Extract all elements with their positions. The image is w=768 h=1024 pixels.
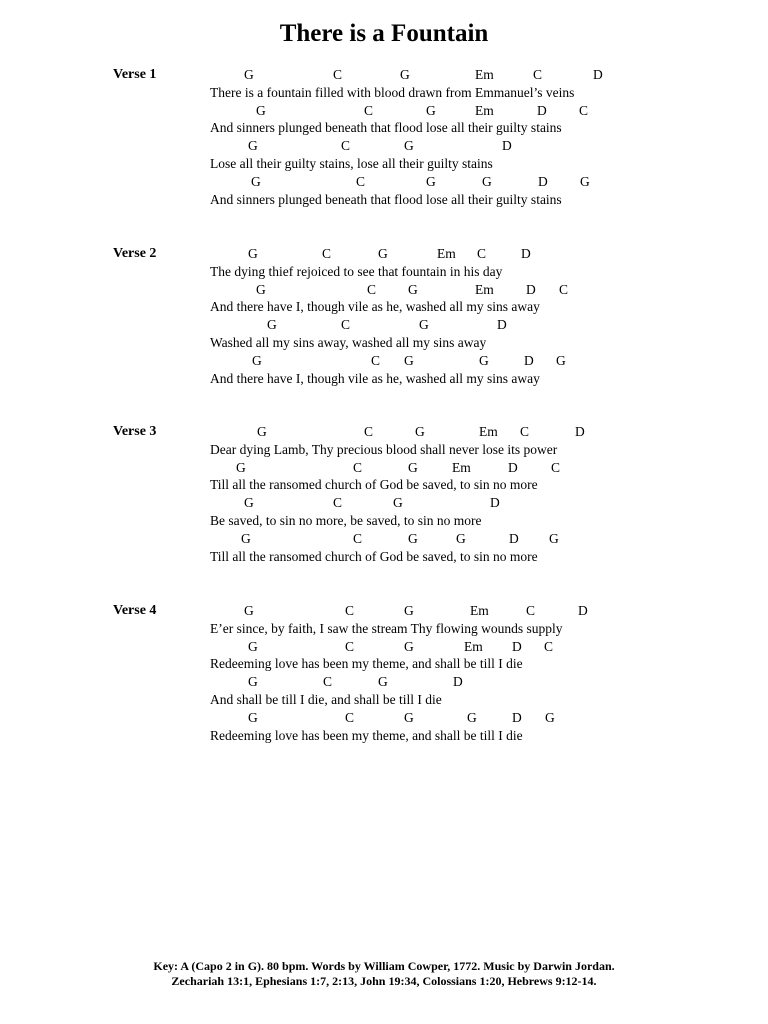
chord: G	[404, 638, 414, 654]
lyric-line: And shall be till I die, and shall be till I die	[210, 691, 442, 707]
chord: C	[341, 138, 351, 154]
chord-lyric-pair	[0, 530, 768, 566]
song-title: There is a Fountain	[279, 20, 489, 47]
chord: D	[512, 638, 522, 654]
chord-row	[0, 102, 768, 120]
chord: G	[248, 246, 258, 261]
chord-row	[0, 530, 768, 548]
chord: G	[256, 281, 266, 297]
lyric-line: Lose all their guilty stains, lose all their guilty stains	[210, 155, 493, 171]
verse-label: Verse 4	[113, 603, 157, 618]
lyric-line: And there have I, though vile as he, washed all my sins away	[210, 370, 540, 386]
chord: G	[415, 424, 425, 439]
chord: C	[333, 67, 343, 82]
chord: Em	[475, 102, 494, 118]
chord: Em	[475, 67, 494, 82]
verse-2	[0, 245, 768, 388]
chord-lyric-pair	[0, 66, 768, 102]
chord: C	[559, 281, 569, 297]
chord: D	[509, 531, 519, 547]
chord: C	[333, 495, 343, 511]
chord: G	[267, 317, 277, 333]
chord: Em	[479, 424, 498, 439]
chord: D	[521, 246, 531, 261]
chord: D	[593, 67, 603, 82]
chord: C	[533, 67, 543, 82]
chord: C	[364, 424, 374, 439]
chord: C	[322, 246, 332, 261]
chord-lyric-pair	[0, 102, 768, 138]
chord: C	[526, 603, 536, 618]
lyric-line: The dying thief rejoiced to see that fountain in his day	[210, 263, 503, 279]
chord: Em	[470, 603, 489, 618]
chord: G	[378, 246, 388, 261]
chord-row	[0, 66, 768, 84]
chord-row	[0, 673, 768, 691]
chord: Em	[475, 281, 494, 297]
chord-row	[0, 602, 768, 620]
chord-lyric-pair	[0, 673, 768, 709]
chord-lyric-pair	[0, 494, 768, 530]
chord: G	[393, 495, 403, 511]
chord: D	[537, 102, 547, 118]
chord: G	[580, 174, 590, 190]
chord: Em	[464, 638, 483, 654]
lyric-line: E’er since, by faith, I saw the stream Thy flowing wounds supply	[210, 620, 563, 636]
chord: G	[408, 531, 418, 547]
verse-label: Verse 3	[113, 424, 157, 439]
chord: C	[477, 246, 487, 261]
chord: D	[512, 710, 522, 726]
chord-row	[0, 316, 768, 334]
verse-label: Verse 2	[113, 246, 157, 261]
chord: G	[236, 459, 246, 475]
chord: D	[453, 674, 463, 690]
lyric-line: Till all the ransomed church of God be saved, to sin no more	[210, 548, 538, 564]
chord: C	[371, 353, 381, 369]
chord-row	[0, 137, 768, 155]
chord: G	[248, 674, 258, 690]
chord: C	[323, 674, 333, 690]
verse-1	[0, 66, 768, 209]
lyric-line: And sinners plunged beneath that flood lose all their guilty stains	[210, 120, 562, 136]
chord-lyric-pair	[0, 316, 768, 352]
chord: C	[345, 638, 355, 654]
chord: G	[419, 317, 429, 333]
chord: C	[353, 459, 363, 475]
lyric-line: Redeeming love has been my theme, and shall be till I die	[210, 727, 523, 743]
chord: G	[426, 174, 436, 190]
chord: G	[479, 353, 489, 369]
chord: C	[356, 174, 366, 190]
chord: G	[251, 174, 261, 190]
chord: G	[241, 531, 251, 547]
chord-row	[0, 494, 768, 512]
chord: D	[538, 174, 548, 190]
chord: D	[508, 459, 518, 475]
chord: G	[248, 710, 258, 726]
chord: G	[549, 531, 559, 547]
chord: C	[544, 638, 554, 654]
chord: D	[526, 281, 536, 297]
chord: D	[575, 424, 585, 439]
chord: C	[345, 710, 355, 726]
chord: Em	[437, 246, 456, 261]
chord: G	[482, 174, 492, 190]
chord-lyric-pair	[0, 137, 768, 173]
chord-row	[0, 459, 768, 477]
chord: C	[341, 317, 351, 333]
chord: G	[404, 603, 414, 618]
footer	[0, 959, 768, 989]
chord: G	[408, 459, 418, 475]
chord: G	[400, 67, 410, 82]
chord: G	[456, 531, 466, 547]
chord: G	[545, 710, 555, 726]
chord: G	[248, 138, 258, 154]
lyric-line: Redeeming love has been my theme, and shall be till I die	[210, 656, 523, 672]
chord-row	[0, 638, 768, 656]
chord: D	[490, 495, 500, 511]
chord: C	[520, 424, 530, 439]
chord: Em	[452, 459, 471, 475]
lyric-line: Dear dying Lamb, Thy precious blood shall never lose its power	[210, 441, 558, 457]
lyric-line: Be saved, to sin no more, be saved, to sin no more	[210, 512, 482, 528]
chord-lyric-pair	[0, 709, 768, 745]
chord: D	[578, 603, 588, 618]
chord: C	[551, 459, 561, 475]
chord-lyric-pair	[0, 423, 768, 459]
chord: C	[367, 281, 377, 297]
lyric-line: And sinners plunged beneath that flood lose all their guilty stains	[210, 191, 562, 207]
verse-4	[0, 602, 768, 745]
chord-row	[0, 709, 768, 727]
chord-row	[0, 281, 768, 299]
verse-label: Verse 1	[113, 67, 157, 82]
chord: G	[426, 102, 436, 118]
chord-row	[0, 352, 768, 370]
chord-lyric-pair	[0, 352, 768, 388]
chord: C	[579, 102, 589, 118]
chord-row	[0, 423, 768, 441]
chord-lyric-pair	[0, 281, 768, 317]
chord: G	[244, 603, 254, 618]
chord: G	[248, 638, 258, 654]
chord: G	[556, 353, 566, 369]
chord-row	[0, 173, 768, 191]
chord-lyric-pair	[0, 459, 768, 495]
chord: G	[404, 353, 414, 369]
chord: G	[378, 674, 388, 690]
footer-scripture-refs: Zechariah 13:1, Ephesians 1:7, 2:13, John 19:34, Colossians 1:20, Hebrews 9:12-14.	[171, 974, 597, 988]
chord: D	[502, 138, 512, 154]
chord-lyric-pair	[0, 638, 768, 674]
chord: D	[524, 353, 534, 369]
chord: G	[467, 710, 477, 726]
chord: G	[244, 67, 254, 82]
verse-3	[0, 423, 768, 566]
lyric-line: Till all the ransomed church of God be saved, to sin no more	[210, 477, 538, 493]
chord: C	[345, 603, 355, 618]
chord: C	[353, 531, 363, 547]
chord: D	[497, 317, 507, 333]
chord-lyric-pair	[0, 173, 768, 209]
chord: G	[404, 138, 414, 154]
chord-lyric-pair	[0, 245, 768, 281]
lyric-line: There is a fountain filled with blood drawn from Emmanuel’s veins	[210, 84, 575, 100]
lyric-line: And there have I, though vile as he, washed all my sins away	[210, 299, 540, 315]
chord: G	[244, 495, 254, 511]
chord: G	[408, 281, 418, 297]
chord: G	[252, 353, 262, 369]
chord: G	[257, 424, 267, 439]
chord: G	[256, 102, 266, 118]
chord-lyric-pair	[0, 602, 768, 638]
footer-key-credits: Key: A (Capo 2 in G). 80 bpm. Words by William Cowper, 1772. Music by Darwin Jordan.	[153, 959, 615, 973]
chord: C	[364, 102, 374, 118]
lyric-line: Washed all my sins away, washed all my sins away	[210, 334, 487, 350]
chord: G	[404, 710, 414, 726]
chord-row	[0, 245, 768, 263]
